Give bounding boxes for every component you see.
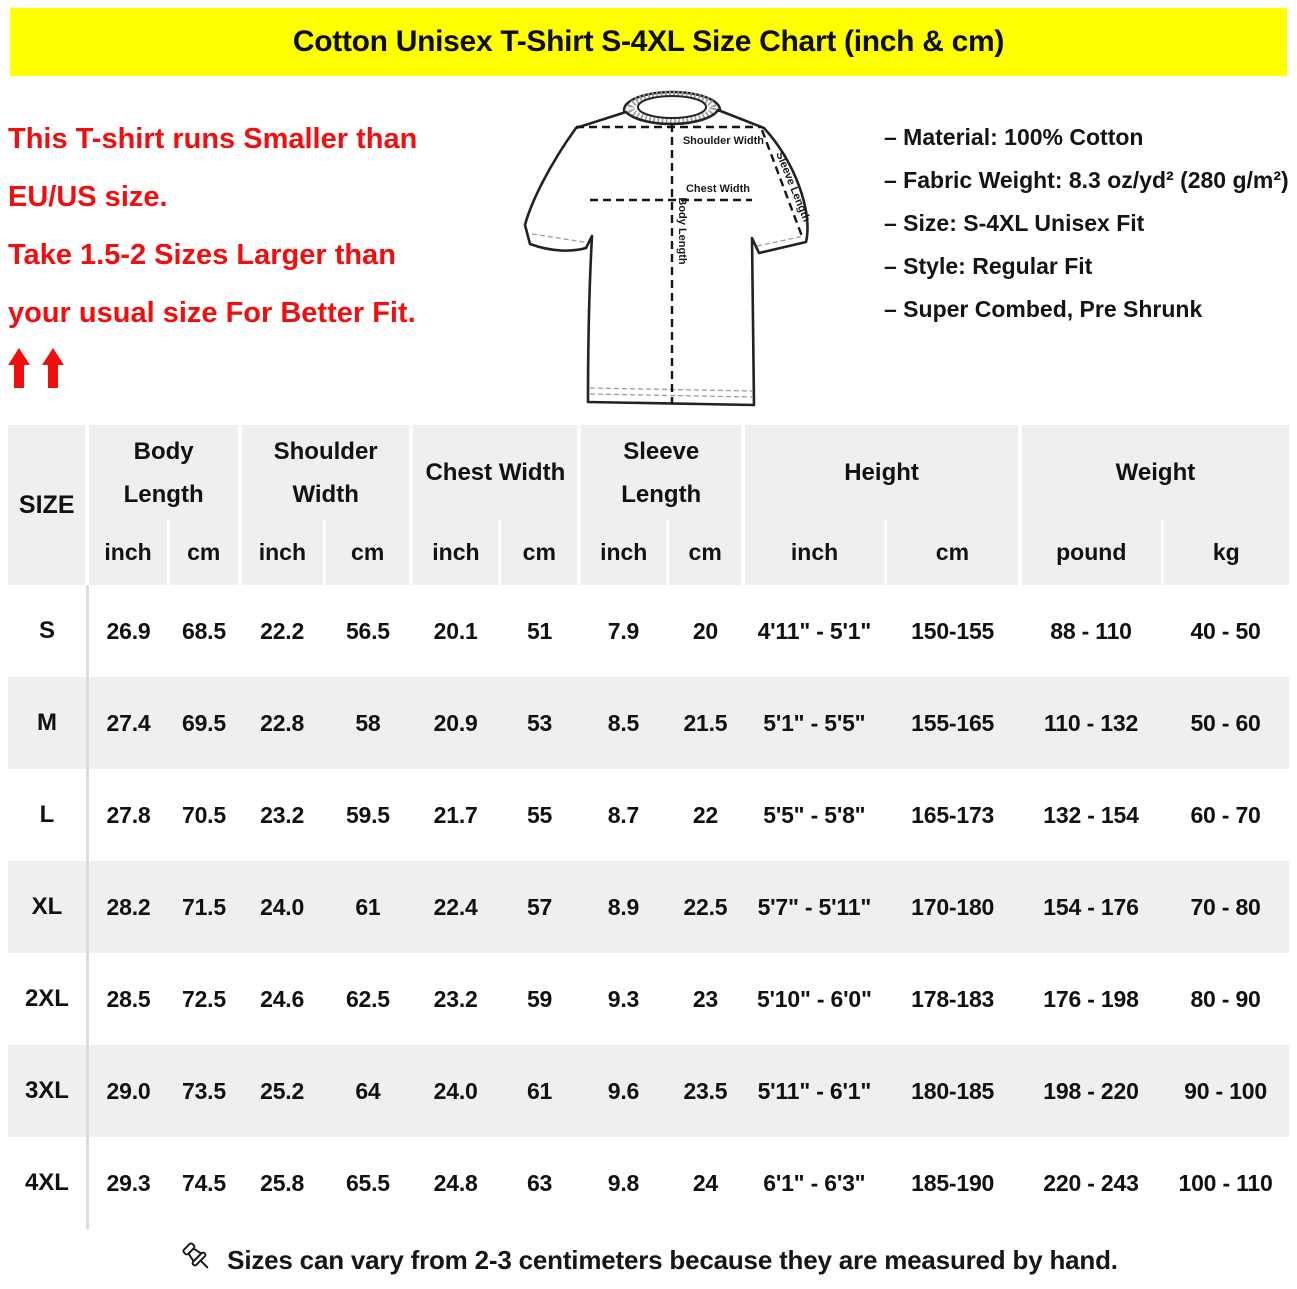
value-cell: 70.5: [181, 801, 226, 828]
spec-item: – Fabric Weight: 8.3 oz/yd² (280 g/m²): [884, 167, 1289, 193]
group-label: Body Length: [123, 437, 204, 508]
value-cell: 23.2: [260, 801, 305, 828]
value-cell: 24.0: [260, 893, 305, 920]
value-cell: 71.5: [181, 893, 226, 920]
column-header-chest-width: Chest Width: [411, 425, 579, 520]
value-cell: 69.5: [181, 709, 226, 736]
value-cell: 65.5: [345, 1169, 390, 1196]
value-cell: 110 - 132: [1043, 709, 1139, 736]
table-row: [8, 769, 1289, 861]
value-cell: 28.2: [106, 893, 151, 920]
notice-line: Take 1.5-2 Sizes Larger than: [8, 239, 396, 271]
size-cell: 3XL: [8, 1045, 87, 1137]
spec-item: – Size: S-4XL Unisex Fit: [884, 210, 1145, 236]
unit-header: cm: [885, 520, 1020, 585]
value-cell: 26.9: [106, 617, 151, 644]
value-cell: 8.5: [607, 709, 640, 736]
value-cell: 6'1" - 6'3": [763, 1169, 866, 1196]
value-cell: 22.2: [260, 617, 305, 644]
value-cell: 56.5: [345, 617, 390, 644]
size-cell: 2XL: [8, 953, 87, 1045]
value-cell: 27.4: [106, 709, 151, 736]
value-cell: 24: [692, 1169, 719, 1196]
value-cell: 40 - 50: [1190, 617, 1261, 644]
value-cell: 21.7: [433, 801, 478, 828]
up-arrows-icon: [8, 348, 513, 390]
unit-header: cm: [668, 520, 744, 585]
value-cell: 80 - 90: [1190, 985, 1261, 1012]
value-cell: 63: [526, 1169, 553, 1196]
value-cell: 5'1" - 5'5": [763, 709, 866, 736]
value-cell: 220 - 243: [1043, 1169, 1139, 1196]
table-row: [8, 1137, 1289, 1229]
value-cell: 22.4: [433, 893, 478, 920]
footnote: [0, 1232, 1297, 1289]
column-header-height: Height: [743, 425, 1020, 520]
value-cell: 176 - 198: [1043, 985, 1139, 1012]
unit-header: inch: [240, 520, 325, 585]
column-header-weight: Weight: [1020, 425, 1289, 520]
diagram-label-body-length: Body Length: [676, 197, 688, 265]
value-cell: 22: [692, 801, 719, 828]
size-cell: S: [8, 585, 87, 677]
value-cell: 24.0: [433, 1077, 478, 1104]
value-cell: 24.8: [433, 1169, 478, 1196]
column-header-body-length: [87, 425, 239, 520]
value-cell: 165-173: [911, 801, 995, 828]
value-cell: 73.5: [181, 1077, 226, 1104]
tshirt-measurement-diagram: [512, 86, 868, 418]
value-cell: 29.0: [106, 1077, 151, 1104]
intro-section: [0, 76, 1297, 425]
unit-header: inch: [743, 520, 885, 585]
size-cell: M: [8, 677, 87, 769]
value-cell: 100 - 110: [1178, 1169, 1273, 1196]
diagram-label-sleeve-length: Sleeve Length: [773, 150, 813, 224]
spec-item: – Super Combed, Pre Shrunk: [884, 296, 1203, 322]
value-cell: 57: [526, 893, 553, 920]
value-cell: 185-190: [911, 1169, 995, 1196]
page-title: Cotton Unisex T-Shirt S-4XL Size Chart (inch & cm): [292, 25, 1005, 58]
unit-header: cm: [324, 520, 411, 585]
diagram-label-shoulder-width: Shoulder Width: [682, 135, 764, 147]
value-cell: 68.5: [181, 617, 226, 644]
value-cell: 5'11" - 6'1": [757, 1077, 872, 1104]
title-banner: [10, 8, 1287, 76]
value-cell: 27.8: [106, 801, 151, 828]
value-cell: 70 - 80: [1190, 893, 1261, 920]
pushpin-icon: [179, 1241, 213, 1280]
value-cell: 58: [355, 709, 381, 736]
value-cell: 8.7: [607, 801, 640, 828]
product-specs-list: [884, 116, 1296, 331]
spec-item: – Material: 100% Cotton: [884, 124, 1144, 150]
footnote-text: Sizes can vary from 2-3 centimeters because they are measured by hand.: [227, 1245, 1118, 1275]
unit-header: inch: [579, 520, 667, 585]
value-cell: 5'5" - 5'8": [763, 801, 866, 828]
value-cell: 21.5: [683, 709, 728, 736]
value-cell: 88 - 110: [1050, 617, 1132, 644]
value-cell: 180-185: [911, 1077, 995, 1104]
value-cell: 8.9: [607, 893, 640, 920]
spec-item: – Style: Regular Fit: [884, 253, 1093, 279]
value-cell: 22.5: [683, 893, 728, 920]
value-cell: 25.8: [260, 1169, 305, 1196]
value-cell: 22.8: [260, 709, 305, 736]
tshirt-outline: [525, 110, 808, 405]
fit-notice: [8, 110, 513, 390]
value-cell: 23: [692, 985, 719, 1012]
notice-line: This T-shirt runs Smaller than: [8, 123, 418, 155]
table-row: [8, 677, 1289, 769]
value-cell: 23.5: [683, 1077, 728, 1104]
value-cell: 51: [526, 617, 553, 644]
group-label: Shoulder Width: [273, 437, 378, 508]
value-cell: 155-165: [911, 709, 995, 736]
value-cell: 5'7" - 5'11": [757, 893, 872, 920]
value-cell: 20: [692, 617, 719, 644]
group-label: Sleeve Length: [621, 437, 702, 508]
value-cell: 61: [355, 893, 381, 920]
value-cell: 50 - 60: [1190, 709, 1261, 736]
value-cell: 59: [526, 985, 553, 1012]
unit-header: pound: [1020, 520, 1162, 585]
table-row: [8, 1045, 1289, 1137]
value-cell: 23.2: [433, 985, 478, 1012]
unit-header: kg: [1162, 520, 1289, 585]
table-row: [8, 953, 1289, 1045]
value-cell: 62.5: [345, 985, 390, 1012]
value-cell: 132 - 154: [1043, 801, 1139, 828]
value-cell: 64: [355, 1077, 381, 1104]
unit-header: inch: [87, 520, 168, 585]
value-cell: 150-155: [911, 617, 995, 644]
value-cell: 9.3: [607, 985, 640, 1012]
value-cell: 178-183: [911, 985, 995, 1012]
value-cell: 28.5: [106, 985, 151, 1012]
size-cell: XL: [8, 861, 87, 953]
value-cell: 29.3: [106, 1169, 151, 1196]
value-cell: 4'11" - 5'1": [757, 617, 872, 644]
unit-header: inch: [411, 520, 499, 585]
value-cell: 74.5: [181, 1169, 226, 1196]
value-cell: 53: [526, 709, 553, 736]
value-cell: 25.2: [260, 1077, 305, 1104]
size-cell: 4XL: [8, 1137, 87, 1229]
size-chart-table: [8, 425, 1289, 1229]
column-header-shoulder-width: [240, 425, 412, 520]
value-cell: 7.9: [607, 617, 640, 644]
value-cell: 5'10" - 6'0": [756, 985, 872, 1012]
diagram-label-chest-width: Chest Width: [685, 183, 750, 195]
value-cell: 20.1: [433, 617, 478, 644]
value-cell: 60 - 70: [1190, 801, 1261, 828]
value-cell: 72.5: [181, 985, 226, 1012]
value-cell: 154 - 176: [1043, 893, 1139, 920]
value-cell: 59.5: [345, 801, 390, 828]
size-cell: L: [8, 769, 87, 861]
value-cell: 9.6: [607, 1077, 640, 1104]
value-cell: 24.6: [260, 985, 305, 1012]
value-cell: 61: [526, 1077, 553, 1104]
table-row: [8, 861, 1289, 953]
unit-header: cm: [500, 520, 579, 585]
column-header-sleeve-length: [579, 425, 743, 520]
unit-header: cm: [168, 520, 240, 585]
notice-line: EU/US size.: [8, 181, 168, 213]
value-cell: 198 - 220: [1043, 1077, 1139, 1104]
value-cell: 55: [526, 801, 553, 828]
value-cell: 170-180: [911, 893, 995, 920]
value-cell: 90 - 100: [1184, 1077, 1267, 1104]
collar-inner: [638, 96, 706, 118]
notice-line: your usual size For Better Fit.: [8, 297, 416, 329]
value-cell: 20.9: [433, 709, 478, 736]
column-header-size: SIZE: [8, 425, 87, 585]
value-cell: 9.8: [607, 1169, 640, 1196]
table-row: [8, 585, 1289, 677]
